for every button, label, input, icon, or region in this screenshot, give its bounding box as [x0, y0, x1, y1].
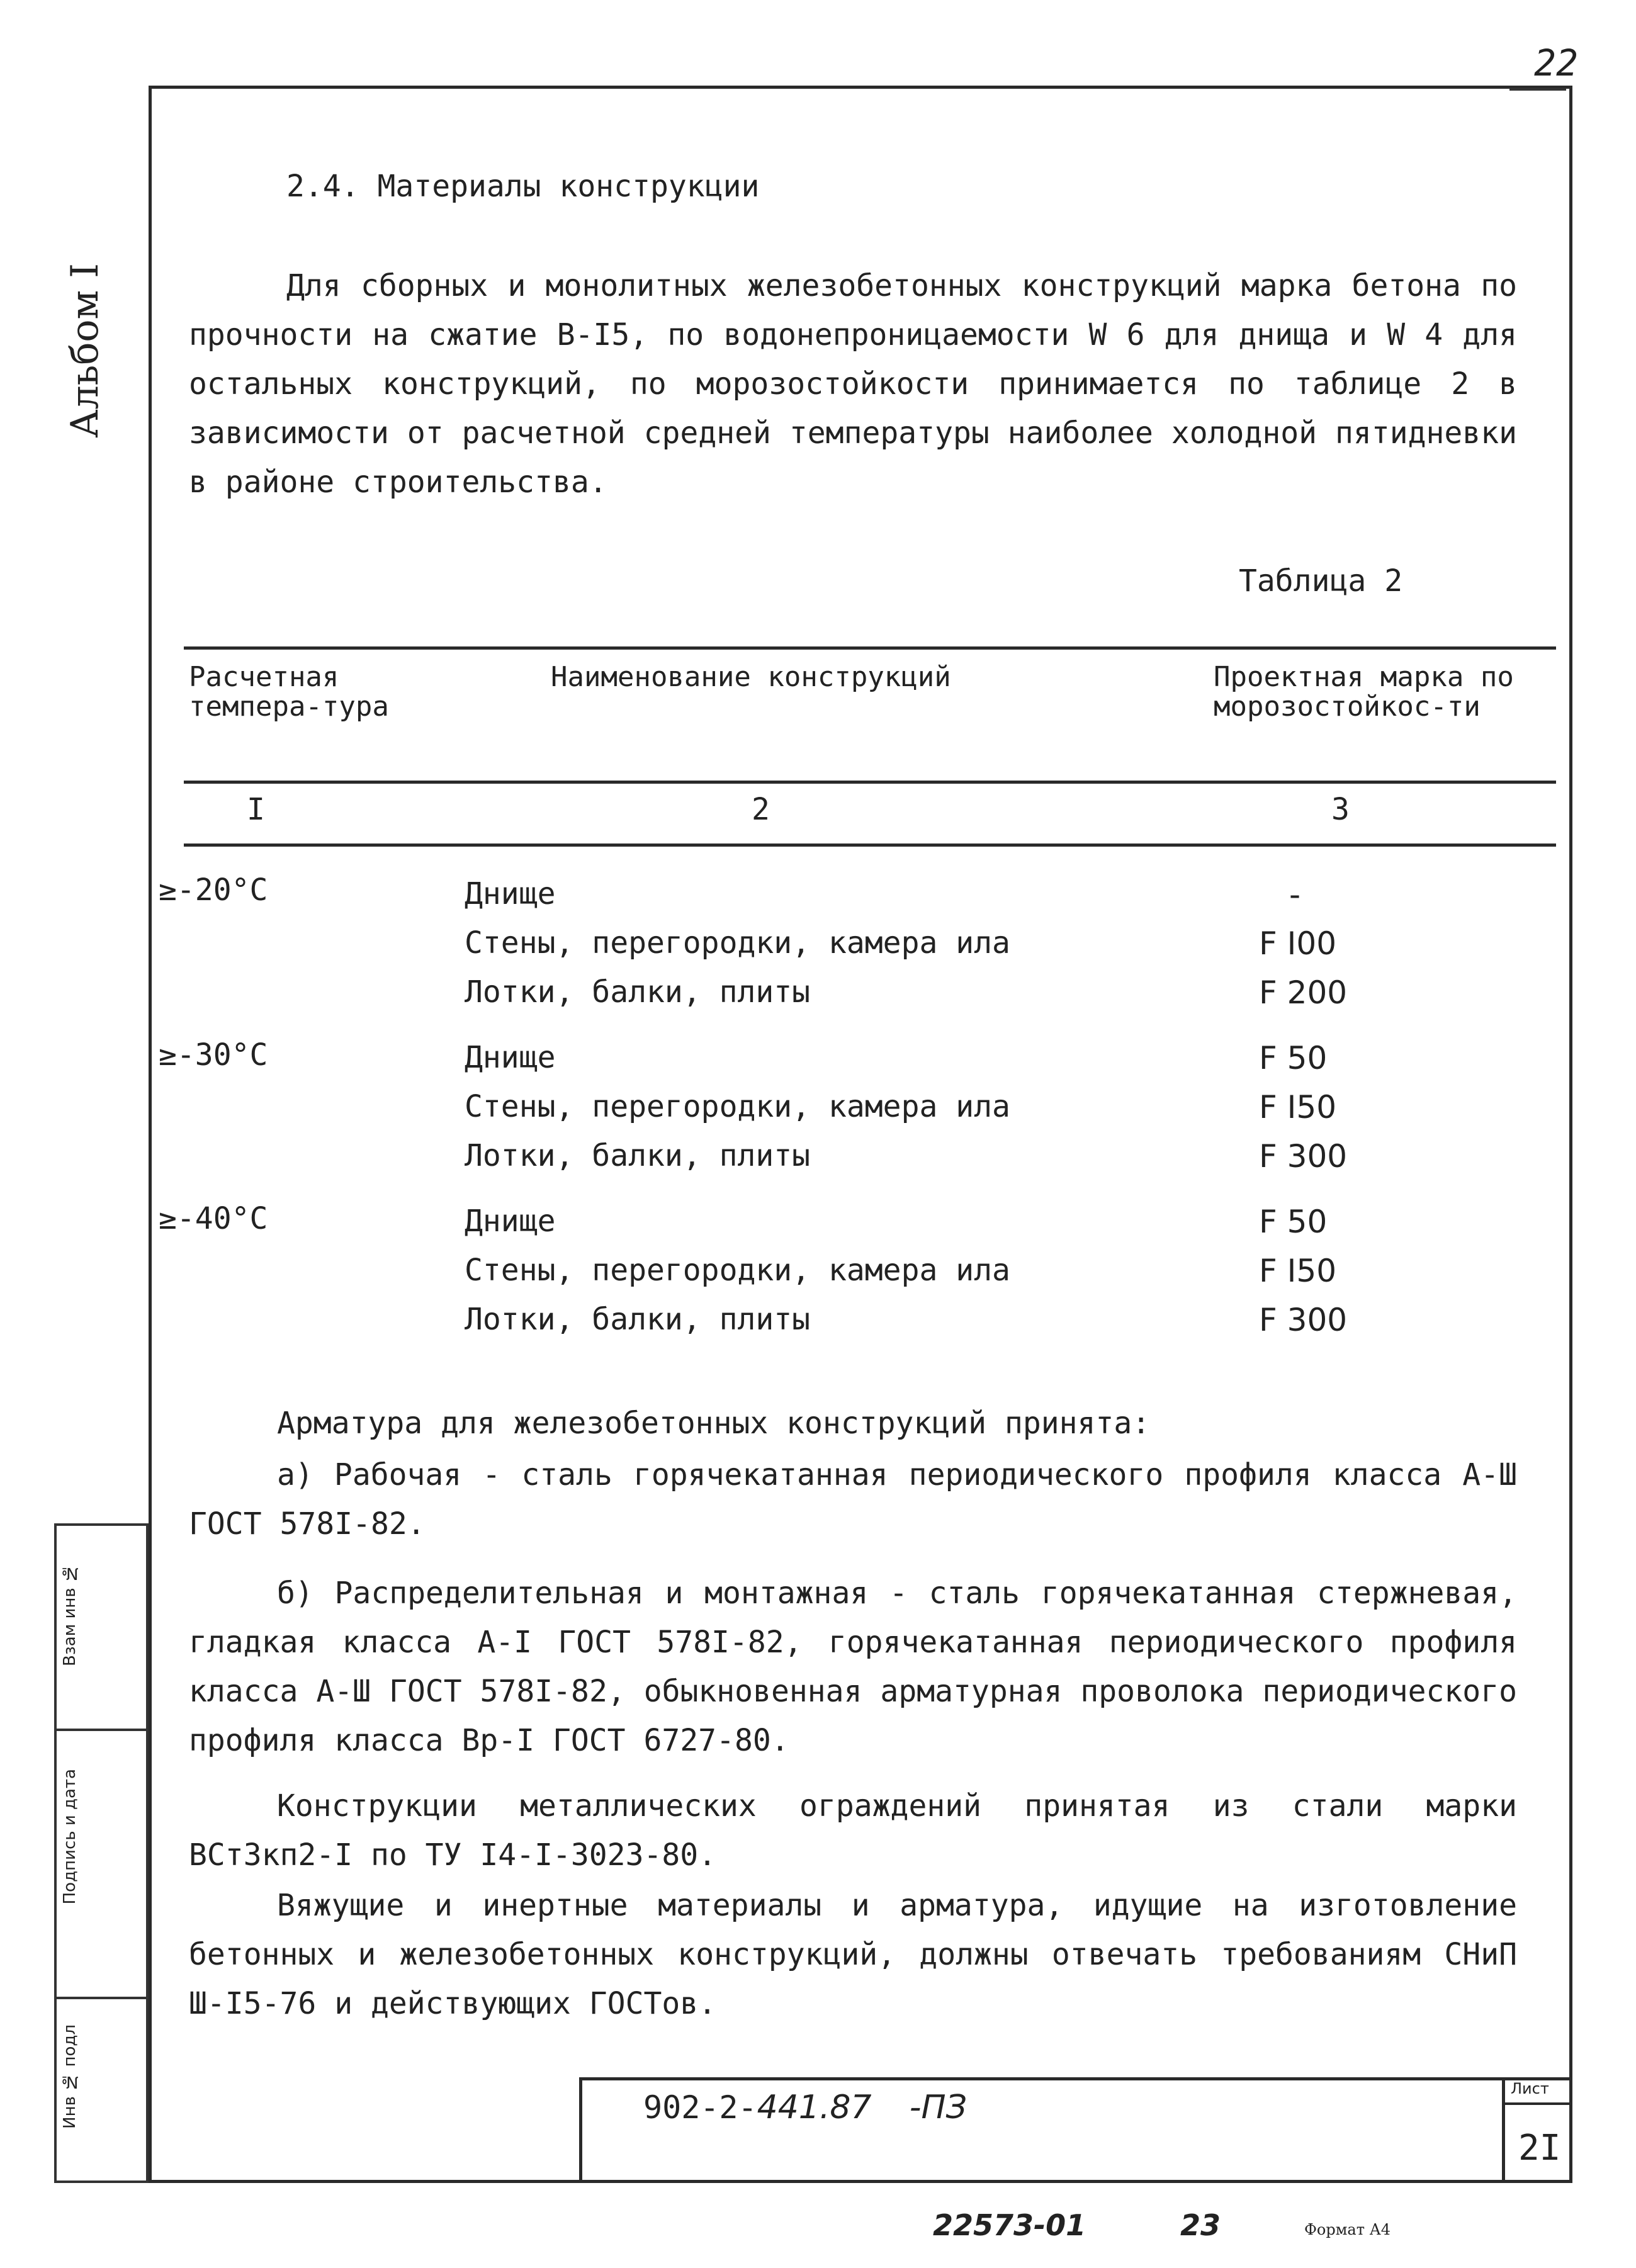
binders-paragraph	[189, 1881, 1517, 2028]
table-row-name: Стены, перегородки, камера ила	[465, 1253, 1010, 1288]
metal-paragraph	[189, 1781, 1517, 1880]
table-row-mark: F I50	[1259, 1253, 1337, 1289]
album-label: Альбом I	[63, 263, 107, 438]
header-frost-mark: Проектная марка по морозостойкос-ти	[1214, 661, 1514, 723]
table-row-name: Днище	[465, 1204, 556, 1239]
colnum-3: 3	[1331, 792, 1350, 827]
format-label: Формат А4	[1304, 2221, 1391, 2238]
corner-page-number: 22	[1534, 42, 1578, 84]
section-title: 2.4. Материалы конструкции	[286, 169, 760, 204]
table-header-rule	[184, 781, 1556, 784]
code-handwritten: 441.87	[757, 2089, 872, 2126]
table-row-mark: F 50	[1259, 1204, 1328, 1240]
temp-group-1: ≥-20°C	[159, 872, 268, 908]
header-temperature: Расчетная темпера-тура	[189, 661, 389, 723]
table-caption: Таблица 2	[1239, 563, 1403, 599]
colnum-1: I	[247, 792, 265, 827]
table-row-name: Днище	[465, 876, 556, 911]
table-row-mark: F 200	[1259, 974, 1348, 1011]
code-printed: 902-2-	[643, 2089, 757, 2126]
table-row-mark: F 300	[1259, 1138, 1348, 1175]
table-row-name: Стены, перегородки, камера ила	[465, 925, 1010, 961]
side-strip-inventory	[54, 1997, 149, 2183]
table-row-name: Лотки, балки, плиты	[465, 1302, 811, 1337]
table-top-rule	[184, 646, 1556, 650]
table-row-name: Стены, перегородки, камера ила	[465, 1089, 1010, 1124]
table-row-mark: -	[1289, 876, 1301, 913]
armature-title-text: Арматура для железобетонных конструкций принята:	[277, 1406, 1151, 1441]
side-strip-signature	[54, 1729, 149, 1999]
temp-group-2: ≥-30°C	[159, 1037, 268, 1073]
temp-group-3: ≥-40°C	[159, 1201, 268, 1236]
sheet-divider	[1502, 2102, 1572, 2105]
armature-title	[189, 1399, 1517, 1448]
sheet-number: 2I	[1518, 2128, 1561, 2169]
intro-text: Для сборных и монолитных железобетонных конструкций марка бетона по прочности на сжатие В-I5, по водонепроницаемости W 6 для днища и W 4 для остальных конструкций, по морозостойкости принимается по таблице 2 в зависимости от расчетной средней температуры наиболее холодной пятидневки в районе строительства.	[189, 268, 1517, 500]
code-suffix: -ПЗ	[909, 2089, 967, 2126]
armature-b	[189, 1569, 1517, 1765]
intro-paragraph	[189, 261, 1517, 507]
document-code	[643, 2089, 967, 2126]
sheet-label: Лист	[1511, 2080, 1549, 2097]
metal-text: Конструкции металлических ограждений принятая из стали марки ВСт3кп2-I по ТУ I4-I-3023-80.	[189, 1788, 1517, 1873]
header-construction: Наименование конструкций	[551, 661, 951, 693]
table-row-mark: F 300	[1259, 1302, 1348, 1338]
table-row-name: Лотки, балки, плиты	[465, 974, 811, 1010]
footer-page-number: 23	[1180, 2208, 1221, 2242]
corner-underline	[1509, 88, 1566, 91]
side-label-signature: Подпись и дата	[60, 1769, 79, 1905]
table-colnum-rule	[184, 843, 1556, 847]
side-label-inventory: Инв № подл	[60, 2024, 79, 2129]
table-row-mark: F I00	[1259, 925, 1337, 962]
side-strip-replacement	[54, 1523, 149, 1731]
armature-a	[189, 1450, 1517, 1549]
table-row-mark: F 50	[1259, 1040, 1328, 1076]
binders-text: Вяжущие и инертные материалы и арматура, идущие на изготовление бетонных и железобетонных конструкций, должны отвечать требованиям СНиП Ш-I5-76 и действующих ГОСТов.	[189, 1888, 1517, 2021]
table-row-mark: F I50	[1259, 1089, 1337, 1126]
armature-b-text: б) Распределительная и монтажная - сталь горячекатанная стержневая, гладкая класса А-I ГОСТ 578I-82, горячекатанная периодического профиля класса А-Ш ГОСТ 578I-82, обыкновенная арматурная проволока периодического профиля класса Вр-I ГОСТ 6727-80.	[189, 1576, 1517, 1758]
side-label-replacement: Взам инв №	[60, 1564, 79, 1666]
colnum-2: 2	[752, 792, 770, 827]
armature-a-text: а) Рабочая - сталь горячекатанная периодического профиля класса А-Ш ГОСТ 578I-82.	[189, 1457, 1517, 1542]
order-number: 22573-01	[933, 2208, 1086, 2242]
table-row-name: Днище	[465, 1040, 556, 1075]
table-row-name: Лотки, балки, плиты	[465, 1138, 811, 1173]
